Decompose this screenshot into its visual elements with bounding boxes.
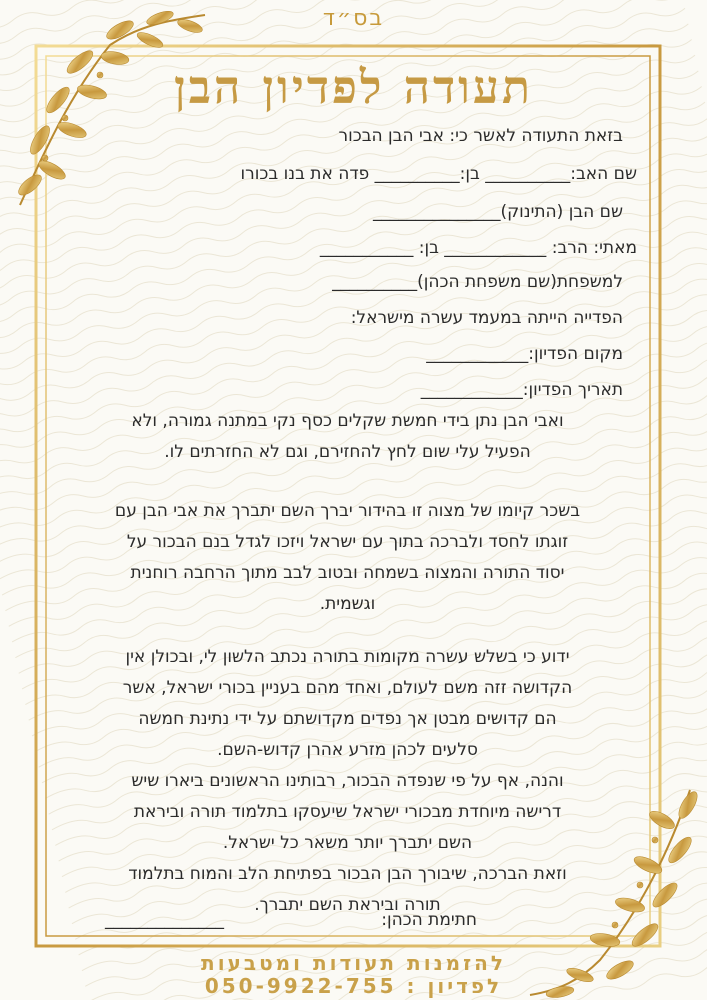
known-line: השם יתברך יותר משאר כל ישראל. [222,833,473,853]
known-line: והנה, אף על פי שנפדה הבכור, רבותינו הראשונים ביארו שיש [131,771,564,791]
known-line: סלעים לכהן מזרע אהרן קדוש-השם. [217,740,478,760]
kohen-family-line: למשפחת(שם משפחת הכהן)__________ [332,272,623,292]
blessing-line: וגשמית. [319,594,376,614]
bsd-header: בס״ד [322,6,385,31]
known-line: תורה וביראת השם יתברך. [254,895,441,915]
footer-phone: לפדיון : 050-9922-755 [204,974,503,998]
known-line: דרישה מיוחדת מבכורי ישראל שיעסקו בתלמוד תורה וביראת [133,802,562,822]
redemption-date-line: תאריך הפדיון:____________ [420,380,623,400]
coins-line: הפעיל עלי שום לחץ להחזירם, וגם לא החזרתים לו. [164,442,531,462]
known-line: הקדושה זזה משם לעולם, ואחד מהם בעניין בכורי ישראל, אשר [122,678,573,698]
page-title: תעודה לפדיון הבן [173,60,534,114]
known-line: ידוע כי בשלש עשרה מקומות בתורה נכתב הלשון לי, ובכולן אין [125,647,570,667]
father-name-line: שם האב:__________ בן:__________ פדה את בנו בכורו [240,164,637,184]
kohen-name-line: מאתי: הרב: ____________ בן: ___________ [319,238,637,258]
coins-paragraph [60,406,635,468]
footer-orders: להזמנות תעודות ומטבעות [201,951,506,975]
blessing-paragraph [60,496,635,620]
redemption-place-line: מקום הפדיון:____________ [426,344,623,364]
known-line: הם קדושים מבטן אך נפדים מקדושתם על ידי נתינת חמשה [138,709,557,729]
son-name-line: שם הבן (התינוק)_______________ [372,202,623,222]
intro-line: בזאת התעודה לאשר כי: אבי הבן הבכור [338,126,623,146]
known-paragraph [60,642,635,921]
minyan-line: הפדייה הייתה במעמד עשרה מישראל: [350,308,623,328]
blessing-line: זוגתו לחסד ולברכה בתוך עם ישראל ויזכו לגדל בנם הבכור על [126,532,569,552]
coins-line: ואבי הבן נתן בידי חמשת שקלים כסף נקי במתנה גמורה, ולא [131,411,564,431]
signature-blank: ______________ [105,910,224,930]
blessing-line: בשכר קיומו של מצוה זו בהידור יברך השם יתברך את אבי הבן עם [114,501,581,521]
signature-label: חתימת הכהן: [381,910,477,930]
known-line: וזאת הברכה, שיבורך הבן הבכור בפתיחת הלב והמוח בתלמוד [128,864,567,884]
blessing-line: יסוד התורה והמצוה בשמחה ובטוב לבב מתוך הרחבה רוחנית [130,563,565,583]
